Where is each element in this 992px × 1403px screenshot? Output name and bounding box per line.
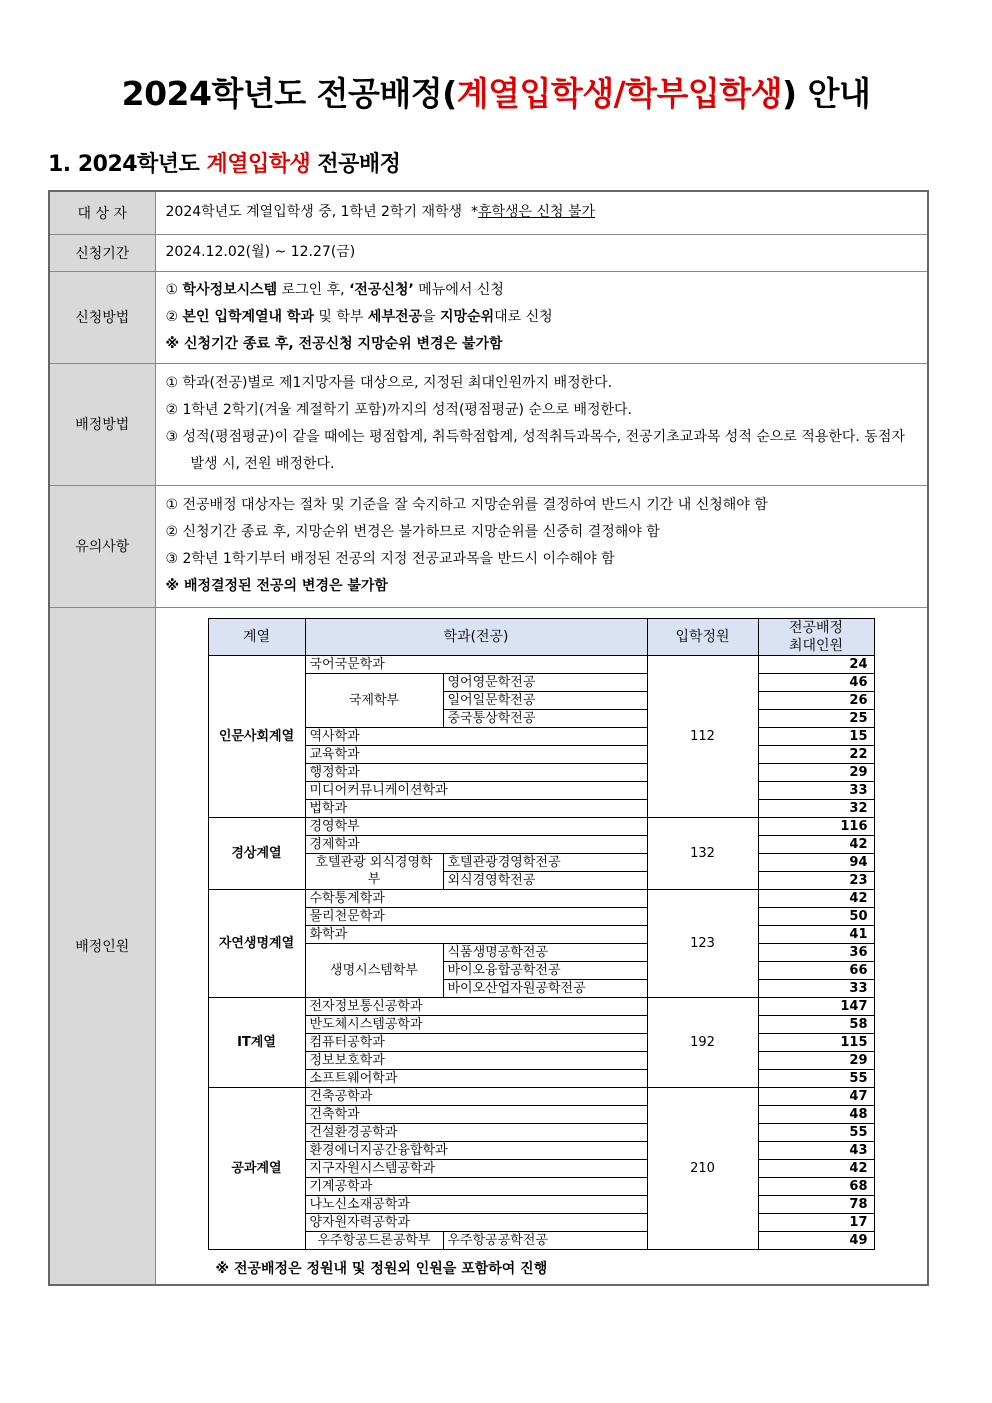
max-cell: 78 bbox=[758, 1195, 874, 1213]
division-cell: 호텔관광 외식경영학부 bbox=[305, 853, 443, 889]
dept-cell: 건설환경공학과 bbox=[305, 1123, 647, 1141]
assign-value: ① 학과(전공)별로 제1지망자를 대상으로, 지정된 최대인원까지 배정한다. ② 1학년 2학기(겨울 계절학기 포함)까지의 성적(평점평균) 순으로 배정한다. ③ 성적(평점평균)이 같을 때에는 평점합계, 취득학점합계, 성적취득과목수, 전공기초교과목 성적 순으로 적용한다. 동점자 발생 시, 전원 배정한다. bbox=[155, 363, 928, 485]
table-row bbox=[208, 1033, 874, 1051]
field-cell: 인문사회계열 bbox=[208, 655, 305, 817]
max-cell: 68 bbox=[758, 1177, 874, 1195]
division-cell: 생명시스템학부 bbox=[305, 943, 443, 997]
max-cell: 66 bbox=[758, 961, 874, 979]
admit-cell: 112 bbox=[647, 655, 758, 817]
table-row bbox=[208, 1123, 874, 1141]
table-row bbox=[208, 925, 874, 943]
max-cell: 58 bbox=[758, 1015, 874, 1033]
dept-cell: 경영학부 bbox=[305, 817, 647, 835]
field-cell: 자연생명계열 bbox=[208, 889, 305, 997]
field-cell: IT계열 bbox=[208, 997, 305, 1087]
max-cell: 22 bbox=[758, 745, 874, 763]
max-cell: 26 bbox=[758, 691, 874, 709]
quota-value bbox=[155, 607, 928, 1285]
major-cell: 외식경영학전공 bbox=[443, 871, 647, 889]
field-cell: 경상계열 bbox=[208, 817, 305, 889]
max-cell: 42 bbox=[758, 1159, 874, 1177]
table-row bbox=[208, 1105, 874, 1123]
quota-table bbox=[208, 618, 875, 1250]
dept-cell: 경제학과 bbox=[305, 835, 647, 853]
table-row bbox=[208, 1159, 874, 1177]
max-cell: 17 bbox=[758, 1213, 874, 1231]
table-row bbox=[208, 1015, 874, 1033]
major-cell: 바이오융합공학전공 bbox=[443, 961, 647, 979]
table-row bbox=[208, 655, 874, 673]
max-cell: 147 bbox=[758, 997, 874, 1015]
target-label: 대 상 자 bbox=[49, 191, 155, 234]
max-cell: 42 bbox=[758, 889, 874, 907]
dept-cell: 화학과 bbox=[305, 925, 647, 943]
major-cell: 우주항공공학전공 bbox=[443, 1231, 647, 1249]
dept-cell: 소프트웨어학과 bbox=[305, 1069, 647, 1087]
max-cell: 24 bbox=[758, 655, 874, 673]
max-cell: 46 bbox=[758, 673, 874, 691]
table-row bbox=[208, 1051, 874, 1069]
division-cell: 우주항공드론공학부 bbox=[305, 1231, 443, 1249]
table-row bbox=[208, 997, 874, 1015]
table-row bbox=[208, 907, 874, 925]
dept-cell: 양자원자력공학과 bbox=[305, 1213, 647, 1231]
dept-cell: 물리천문학과 bbox=[305, 907, 647, 925]
table-row bbox=[208, 799, 874, 817]
max-cell: 94 bbox=[758, 853, 874, 871]
table-row bbox=[208, 745, 874, 763]
method-label: 신청방법 bbox=[49, 271, 155, 363]
assign-label: 배정방법 bbox=[49, 363, 155, 485]
max-cell: 41 bbox=[758, 925, 874, 943]
max-cell: 25 bbox=[758, 709, 874, 727]
major-cell: 영어영문학전공 bbox=[443, 673, 647, 691]
admit-cell: 192 bbox=[647, 997, 758, 1087]
period-label: 신청기간 bbox=[49, 234, 155, 271]
major-cell: 일어일문학전공 bbox=[443, 691, 647, 709]
dept-cell: 전자정보통신공학과 bbox=[305, 997, 647, 1015]
max-cell: 47 bbox=[758, 1087, 874, 1105]
method-value: ① 학사정보시스템 로그인 후, ‘전공신청’ 메뉴에서 신청 ② 본인 입학계열내 학과 및 학부 세부전공을 지망순위대로 신청 ※ 신청기간 종료 후, 전공신청 지망순위 변경은 불가함 bbox=[155, 271, 928, 363]
period-value: 2024.12.02(월) ~ 12.27(금) bbox=[155, 234, 928, 271]
dept-cell: 역사학과 bbox=[305, 727, 647, 745]
dept-cell: 환경에너지공간융합학과 bbox=[305, 1141, 647, 1159]
max-cell: 32 bbox=[758, 799, 874, 817]
table-row bbox=[208, 1213, 874, 1231]
max-cell: 23 bbox=[758, 871, 874, 889]
major-cell: 식품생명공학전공 bbox=[443, 943, 647, 961]
caution-label: 유의사항 bbox=[49, 485, 155, 607]
max-cell: 15 bbox=[758, 727, 874, 745]
header-dept: 학과(전공) bbox=[305, 618, 647, 655]
dept-cell: 정보보호학과 bbox=[305, 1051, 647, 1069]
dept-cell: 수학통계학과 bbox=[305, 889, 647, 907]
table-row bbox=[208, 1231, 874, 1249]
table-row bbox=[208, 1177, 874, 1195]
max-cell: 50 bbox=[758, 907, 874, 925]
dept-cell: 지구자원시스템공학과 bbox=[305, 1159, 647, 1177]
dept-cell: 건축공학과 bbox=[305, 1087, 647, 1105]
dept-cell: 반도체시스템공학과 bbox=[305, 1015, 647, 1033]
table-row bbox=[208, 943, 874, 961]
admit-cell: 210 bbox=[647, 1087, 758, 1249]
table-row bbox=[208, 835, 874, 853]
table-row bbox=[208, 853, 874, 871]
dept-cell: 건축학과 bbox=[305, 1105, 647, 1123]
table-row bbox=[208, 889, 874, 907]
max-cell: 36 bbox=[758, 943, 874, 961]
admit-cell: 132 bbox=[647, 817, 758, 889]
major-cell: 중국통상학전공 bbox=[443, 709, 647, 727]
dept-cell: 행정학과 bbox=[305, 763, 647, 781]
max-cell: 49 bbox=[758, 1231, 874, 1249]
max-cell: 29 bbox=[758, 1051, 874, 1069]
target-value: 2024학년도 계열입학생 중, 1학년 2학기 재학생 *휴학생은 신청 불가 bbox=[155, 191, 928, 234]
header-max: 전공배정 최대인원 bbox=[758, 618, 874, 655]
header-admit: 입학정원 bbox=[647, 618, 758, 655]
table-row bbox=[208, 727, 874, 745]
caution-value: ① 전공배정 대상자는 절차 및 기준을 잘 숙지하고 지망순위를 결정하여 반드시 기간 내 신청해야 함 ② 신청기간 종료 후, 지망순위 변경은 불가하므로 지망순위를 신중히 결정해야 함 ③ 2학년 1학기부터 배정된 전공의 지정 전공교과목을 반드시 이수해야 함 ※ 배정결정된 전공의 변경은 불가함 bbox=[155, 485, 928, 607]
dept-cell: 법학과 bbox=[305, 799, 647, 817]
major-cell: 바이오산업자원공학전공 bbox=[443, 979, 647, 997]
max-cell: 33 bbox=[758, 979, 874, 997]
field-cell: 공과계열 bbox=[208, 1087, 305, 1249]
info-table bbox=[48, 190, 929, 1286]
max-cell: 48 bbox=[758, 1105, 874, 1123]
max-cell: 42 bbox=[758, 835, 874, 853]
max-cell: 43 bbox=[758, 1141, 874, 1159]
dept-cell: 나노신소재공학과 bbox=[305, 1195, 647, 1213]
dept-cell: 미디어커뮤니케이션학과 bbox=[305, 781, 647, 799]
dept-cell: 컴퓨터공학과 bbox=[305, 1033, 647, 1051]
dept-cell: 교육학과 bbox=[305, 745, 647, 763]
table-row bbox=[208, 763, 874, 781]
table-row bbox=[208, 817, 874, 835]
dept-cell: 기계공학과 bbox=[305, 1177, 647, 1195]
max-cell: 55 bbox=[758, 1069, 874, 1087]
max-cell: 116 bbox=[758, 817, 874, 835]
table-row bbox=[208, 673, 874, 691]
table-row bbox=[208, 781, 874, 799]
header-field: 계열 bbox=[208, 618, 305, 655]
table-row bbox=[208, 1195, 874, 1213]
admit-cell: 123 bbox=[647, 889, 758, 997]
division-cell: 국제학부 bbox=[305, 673, 443, 727]
table-row bbox=[208, 1087, 874, 1105]
max-cell: 33 bbox=[758, 781, 874, 799]
dept-cell: 국어국문학과 bbox=[305, 655, 647, 673]
major-cell: 호텔관광경영학전공 bbox=[443, 853, 647, 871]
max-cell: 29 bbox=[758, 763, 874, 781]
quota-label: 배정인원 bbox=[49, 607, 155, 1285]
section-heading: 1. 2024학년도 계열입학생 전공배정 bbox=[48, 152, 401, 177]
max-cell: 115 bbox=[758, 1033, 874, 1051]
max-cell: 55 bbox=[758, 1123, 874, 1141]
table-row bbox=[208, 1069, 874, 1087]
quota-note: ※ 전공배정은 정원내 및 정원외 인원을 포함하여 진행 bbox=[215, 1260, 548, 1277]
table-row bbox=[208, 1141, 874, 1159]
page-title: 2024학년도 전공배정(계열입학생/학부입학생) 안내 bbox=[121, 74, 871, 113]
